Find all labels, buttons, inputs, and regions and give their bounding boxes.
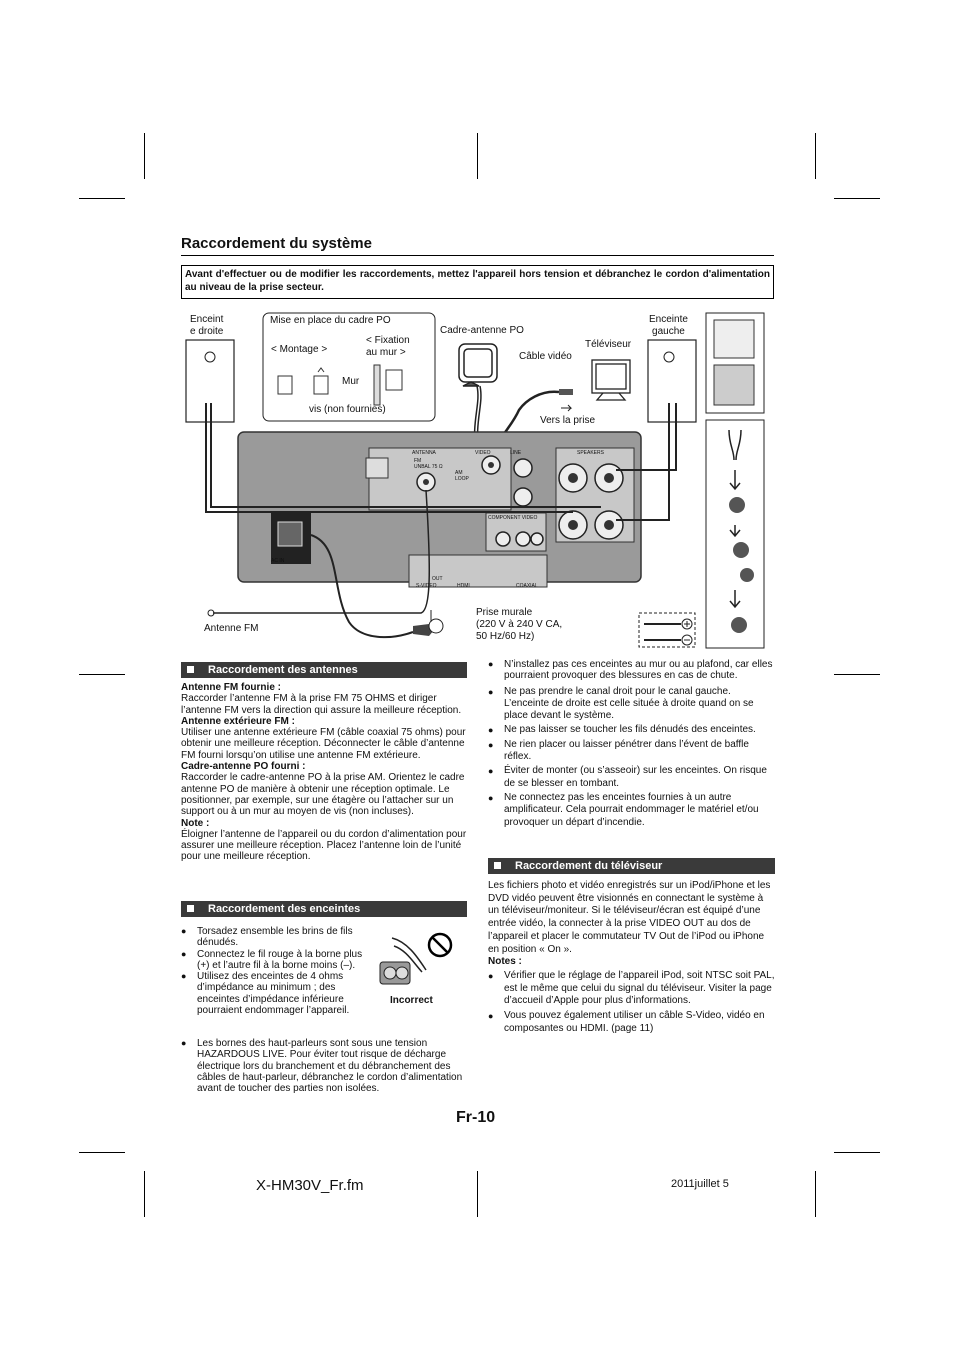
panel-label-svideo: S-VIDEO [416,583,437,589]
panel-label-video: VIDEO [475,450,491,456]
title-underline [181,255,774,256]
section-heading-tv: Raccordement du téléviseur [515,860,663,872]
panel-label-speakers: SPEAKERS [577,450,604,456]
panel-label-antenna: ANTENNA [412,450,436,456]
crop-mark [815,1171,816,1217]
crop-mark [144,133,145,179]
label-am-loop: Cadre-antenne PO [440,325,524,336]
panel-label-acin: AC IN [271,558,285,564]
panel-label-line: LINE [510,450,522,456]
list-item: ● Torsadez ensemble les brins de fils dénudés. [181,926,366,949]
label-wall-fix: < Fixation au mur > [366,335,410,358]
section-bar-tv [488,858,775,874]
list-item: ● Éviter de monter (ou s’asseoir) sur les enceintes. On risque de se blesser en tombant. [488,765,776,790]
crop-mark [834,1152,880,1153]
connection-diagram [181,310,781,655]
crop-mark [477,133,478,179]
left-speaker-icon [648,340,696,422]
label-wall-socket: Prise murale (220 V à 240 V CA, 50 Hz/60 Hz) [476,607,563,642]
warning-box: Avant d'effectuer ou de modifier les raccordements, mettez l'appareil hors tension et débranchez le cordon d'alimentation au niveau de la prise secteur. [181,265,774,299]
crop-mark [477,1171,478,1217]
ext-title: Antenne extérieure FM : [181,715,295,727]
list-item: ● Ne connectez pas les enceintes fournies à un autre amplificateur. Cela pourrait endommager le matériel et/ou provoquer un départ d’incendie. [488,792,776,829]
incorrect-wiring-icon [378,928,458,994]
label-fm-antenna: Antenne FM [204,623,259,634]
fm-title: Antenne FM fournie : [181,682,281,693]
panel-label-am: AM LOOP [455,470,469,482]
crop-mark [79,198,125,199]
tv-notes-title: Notes : [488,956,522,968]
panel-label-hdmi: HDMI [457,583,470,589]
panel-label-component: COMPONENT VIDEO [488,515,538,521]
list-item: ● Les bornes des haut-parleurs sont sous une tension HAZARDOUS LIVE. Pour éviter tout risque de décharge électrique lors du branchement et du débranchement des câbles de haut-parleur, débranchez le cordon d’alimentation avant de toucher des parties non isolées. [181,1038,467,1094]
label-screws: vis (non fournies) [309,404,386,415]
tv-notes-list [488,970,775,1038]
panel-label-out: OUT [432,576,443,582]
tv-text: Les fichiers photo et vidéo enregistrés sur un iPod/iPhone et les DVD vidéo peuvent être visionnés en connectant le système à un téléviseur/moniteur. Si le téléviseur/écran est équipé d’une entrée vidéo, la connecter à la prise VIDEO OUT au dos de l’appareil et placer le commutateur TV Out de l’iPod ou iPhone en position « On ». [488,880,771,955]
label-tv: Téléviseur [585,339,632,350]
crop-mark [144,1171,145,1217]
tv-text-block [488,880,775,969]
note-title: Note : [181,817,210,829]
footer-file-name: X-HM30V_Fr.fm [256,1177,364,1194]
note-text: Éloigner l’antenne de l’appareil ou du cordon d’alimentation pour assurer une meilleure réception. Placez l’antenne loin de l’unité pour une meilleure réception. [181,828,467,863]
crop-mark [79,674,125,675]
footer-date: 2011juillet 5 [671,1178,729,1190]
list-item: ● Ne rien placer ou laisser pénétrer dans l’évent de baffle réflex. [488,739,776,764]
tv-icon [592,360,630,400]
label-mounting: < Montage > [271,344,328,355]
am-title: Cadre-antenne PO fourni : [181,761,306,773]
list-item: ● Vérifier que le réglage de l’appareil iPod, soit NTSC soit PAL, est le même que celui du signal du téléviseur. Visiter la page d’accueil d’Apple pour plus d’informations. [488,970,775,1008]
ext-text: Utiliser une antenne extérieure FM (câble coaxial 75 ohms) pour obtenir une meilleure réception. Déconnecter le câble d’antenne FM fourni lorsqu’on utilise une antenne FM extérieure. [181,727,466,761]
label-wall: Mur [342,376,360,387]
list-item: ● Ne pas prendre le canal droit pour le canal gauche. L’enceinte de droite est celle située à droite quand on se place devant le système. [488,686,776,723]
list-item: ● Connectez le fil rouge à la borne plus (+) et l’autre fil à la borne moins (–). [181,949,366,972]
section-bar-antennas [181,662,467,678]
am-text: Raccorder le cadre-antenne PO à la prise AM. Orientez le cadre antenne PO de manière à obtenir une réception optimale. Le positionner, par exemple, sur une étagère ou l’attacher sur un support ou à un mur au moyen de vis (non incluses). [181,772,465,818]
speaker-list-narrow [181,926,366,1016]
list-item: ● Utilisez des enceintes de 4 ohms d’impédance au minimum ; des enceintes d’impédance inférieure pourraient endommager l’appareil. [181,971,366,1016]
label-right-speaker: Enceint e droite [190,314,224,337]
section-heading-antennas: Raccordement des antennes [208,664,358,676]
speaker-list-wide [181,1038,467,1096]
incorrect-label: Incorrect [390,995,433,1006]
page-number: Fr-10 [456,1109,496,1126]
label-left-speaker: Enceinte gauche [649,314,688,337]
antennas-text [181,682,467,863]
label-to-socket: Vers la prise [540,415,596,426]
crop-mark [815,133,816,179]
crop-mark [834,198,880,199]
fm-text: Raccorder l’antenne FM à la prise FM 75 OHMS et diriger l’antenne FM vers la direction qui assure la meilleure réception. [181,693,462,716]
crop-mark [834,674,880,675]
crop-mark [79,1152,125,1153]
panel-label-coaxial: COAXIAL [516,583,538,589]
list-item: ● Ne pas laisser se toucher les fils dénudés des enceintes. [488,724,776,736]
label-am-setup: Mise en place du cadre PO [270,315,391,326]
speaker-warnings-list [488,659,776,831]
list-item: ● Vous pouvez également utiliser un câble S-Video, vidéo en composantes ou HDMI. (page 11) [488,1010,775,1035]
label-video-cable: Câble vidéo [519,351,572,362]
page-title: Raccordement du système [181,235,372,252]
list-item: ● N’installez pas ces enceintes au mur ou au plafond, car elles pourraient provoquer des blessures en cas de chute. [488,659,776,682]
section-heading-speakers: Raccordement des enceintes [208,903,361,915]
panel-label-fm: FM UNBAL 75 Ω [414,458,443,470]
section-bar-speakers [181,901,467,917]
